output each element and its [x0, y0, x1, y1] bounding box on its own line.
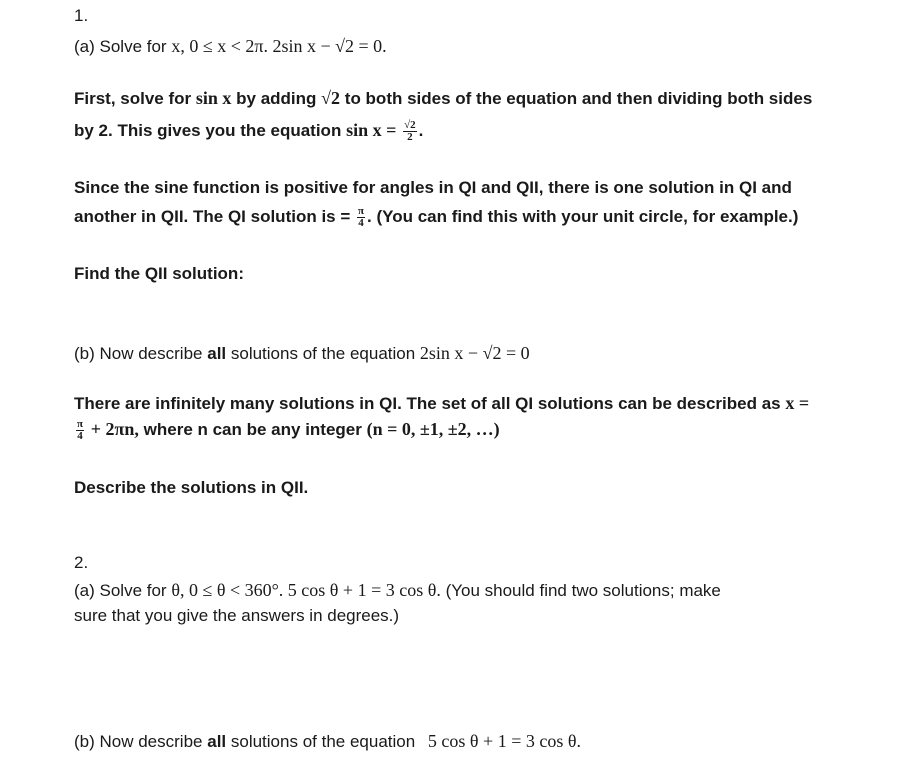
q1-p1-part3: to both sides of the equation and then dividing both sides [344, 89, 813, 108]
q1-p1-fraction [403, 120, 417, 143]
q1-p2-line2b: . (You can find this with your unit circle, for example.) [367, 206, 799, 226]
q1b-label-bold: all [207, 344, 227, 363]
q1-find-qii: Find the QII solution: [74, 264, 244, 283]
q1-p1-sqrt2: √2 [321, 88, 341, 108]
q2b-label-pre: (b) Now describe [74, 732, 203, 751]
q1b-math: 2sin x − √2 = 0 [419, 343, 530, 363]
q1-p3-fraction [76, 419, 84, 442]
q1-p3-line2 [74, 419, 500, 442]
q1a-prompt [74, 36, 387, 57]
q2b-math: 5 cos θ + 1 = 3 cos θ. [427, 731, 581, 751]
q1-p1-line2 [74, 120, 423, 143]
q1a-math: x, 0 ≤ x < 2π. 2sin x − √2 = 0. [171, 36, 387, 56]
q1-p1-eq: sin x = [346, 120, 397, 140]
q1-p3-line2-paren: (n = 0, ±1, ±2, …) [366, 419, 500, 439]
question-1-number: 1. [74, 6, 89, 25]
q2b-label-post: solutions of the equation [230, 732, 416, 751]
q1-p2-line2a: another in QII. The QI solution is = [74, 206, 351, 226]
q1-p1-line2-text: by 2. This gives you the equation [74, 121, 342, 140]
q1-p1-part2: by adding [236, 89, 317, 108]
q1-p1-part1: First, solve for [74, 89, 192, 108]
q1-p2-line1: Since the sine function is positive for angles in QI and QII, there is one solution in QI and [74, 178, 792, 197]
q1b-prompt [74, 343, 530, 364]
q1-p1-sinx: sin x [195, 88, 232, 108]
q2a-label: (a) Solve for [74, 581, 167, 600]
q2a-post: (You should find two solutions; make [445, 581, 721, 600]
q1b-label-pre: (b) Now describe [74, 344, 203, 363]
fraction-numerator: π [77, 418, 84, 431]
q2a-math: θ, 0 ≤ θ < 360°. 5 cos θ + 1 = 3 cos θ. [171, 580, 441, 600]
fraction-denominator: 4 [77, 430, 83, 443]
q1-p1-line1 [74, 88, 812, 109]
q2a-line1 [74, 580, 721, 601]
question-2-number: 2. [74, 553, 89, 572]
q1-p2-line2 [74, 206, 798, 229]
q1-p3-line1-text: There are infinitely many solutions in QI. The set of all QI solutions can be described as [74, 394, 781, 413]
q2a-line2: sure that you give the answers in degrees.) [74, 606, 400, 625]
fraction-numerator: π [358, 205, 365, 217]
fraction-denominator: 2 [407, 131, 413, 144]
fraction-numerator: √2 [404, 119, 416, 132]
q1b-label-post: solutions of the equation [230, 344, 416, 363]
q1-p3-line2-math: + 2πn, [90, 419, 139, 439]
fraction-denominator: 4 [358, 217, 364, 229]
q2b-prompt [74, 731, 581, 752]
q1-p3-line1-math: x = [785, 393, 810, 413]
q1-p3-line2-text: where n can be any integer [143, 420, 362, 439]
q1-describe-qii: Describe the solutions in QII. [74, 478, 309, 497]
q1-p2-fraction [357, 206, 365, 229]
q1-p3-line1 [74, 393, 809, 414]
q2b-label-bold: all [207, 732, 227, 751]
q1a-label: (a) Solve for [74, 37, 167, 56]
q1-p1-end: . [418, 121, 424, 140]
